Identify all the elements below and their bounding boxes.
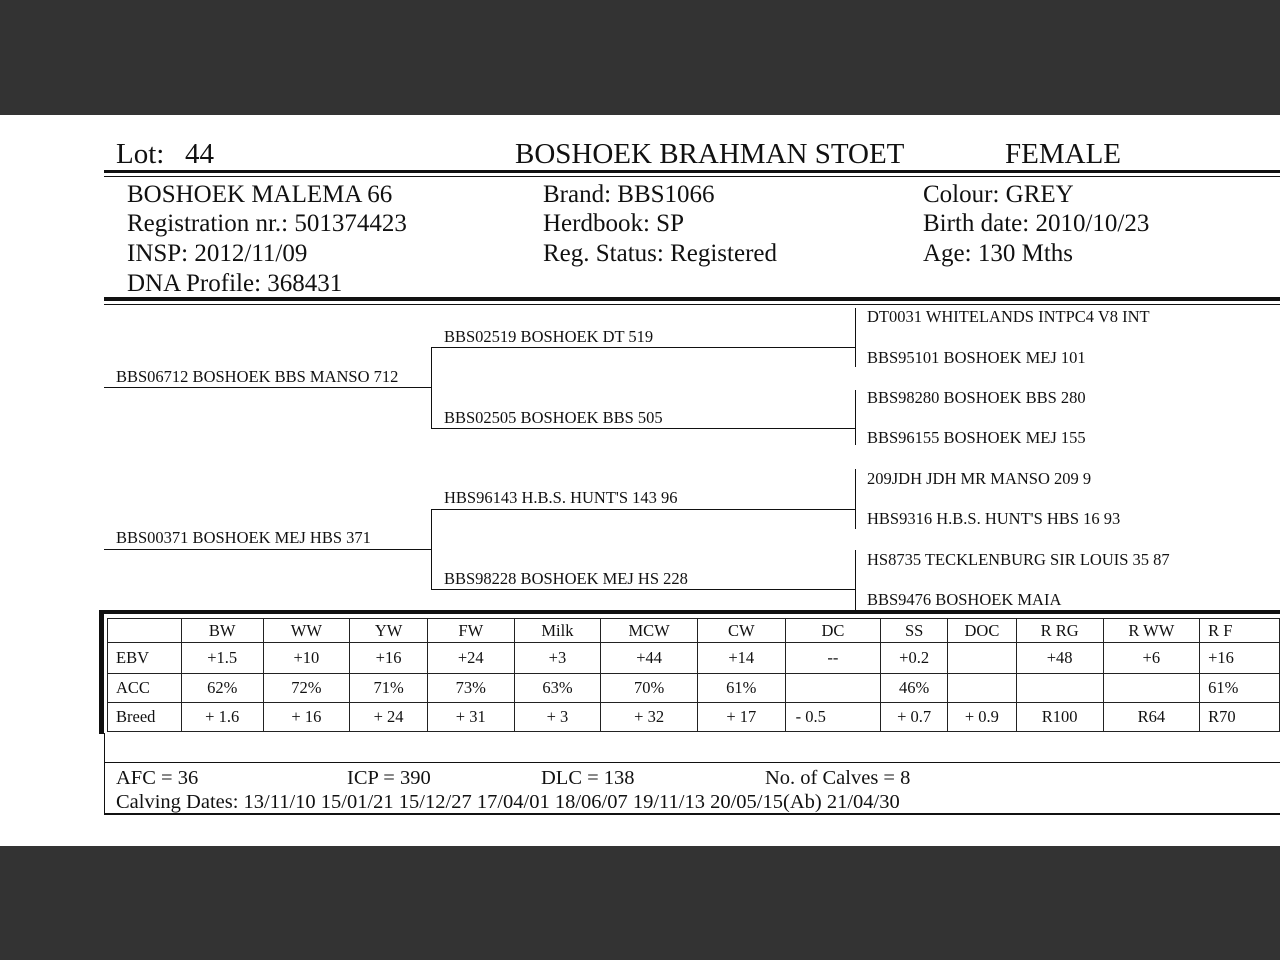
acc-cell — [1016, 674, 1103, 703]
pedigree-dam-dam: BBS98228 BOSHOEK MEJ HS 228 — [444, 569, 688, 588]
pedigree-line-dam-dam — [431, 589, 855, 590]
ebv-col-header: DC — [785, 619, 881, 643]
breed-cell: + 0.7 — [881, 703, 948, 732]
bottom-dark-band — [0, 846, 1280, 960]
pedigree-ggp-4: BBS96155 BOSHOEK MEJ 155 — [867, 428, 1086, 447]
ebv-col-header: WW — [263, 619, 350, 643]
ebv-cell: +0.2 — [881, 643, 948, 674]
ebv-col-header: R F — [1200, 619, 1280, 643]
pedigree-line-sire — [104, 387, 431, 388]
breed-cell: + 3 — [514, 703, 601, 732]
pedigree-connector-sire — [431, 347, 432, 429]
footer-left-border — [104, 733, 105, 815]
ebv-cell: +10 — [263, 643, 350, 674]
acc-row — [108, 674, 1280, 703]
dna-profile: DNA Profile: 368431 — [127, 270, 343, 297]
pedigree-sire-dam: BBS02505 BOSHOEK BBS 505 — [444, 408, 663, 427]
ebv-row-label: EBV — [108, 643, 182, 674]
ebv-corner-cell — [108, 619, 182, 643]
acc-cell: 70% — [601, 674, 698, 703]
ebv-table — [107, 618, 1280, 732]
ebv-col-header: FW — [427, 619, 514, 643]
ebv-col-header: R WW — [1103, 619, 1200, 643]
pedigree-dam: BBS00371 BOSHOEK MEJ HBS 371 — [116, 528, 371, 547]
catalogue-sheet — [0, 115, 1280, 846]
birth-date: Birth date: 2010/10/23 — [923, 210, 1150, 237]
acc-cell: 72% — [263, 674, 350, 703]
pedigree-dam-sire: HBS96143 H.B.S. HUNT'S 143 96 — [444, 488, 678, 507]
ebv-cell: +16 — [1200, 643, 1280, 674]
pedigree-connector-ss — [855, 308, 856, 367]
breed-cell: + 24 — [350, 703, 428, 732]
ebv-cell: +16 — [350, 643, 428, 674]
ebv-col-header: MCW — [601, 619, 698, 643]
pedigree-line-sire-sire — [431, 347, 855, 348]
acc-cell — [1103, 674, 1200, 703]
ebv-cell: +3 — [514, 643, 601, 674]
footer-divider — [104, 762, 1280, 763]
breed-cell: - 0.5 — [785, 703, 881, 732]
info-rule-top — [104, 297, 1280, 301]
brand: Brand: BBS1066 — [543, 181, 715, 208]
pedigree-line-dam — [104, 549, 431, 550]
calves-count: No. of Calves = 8 — [765, 767, 911, 789]
calving-dates: Calving Dates: 13/11/10 15/01/21 15/12/27 17/04/01 18/06/07 19/11/13 20/05/15(Ab) 21/04/30 — [116, 791, 900, 813]
pedigree-line-sire-dam — [431, 428, 855, 429]
breed-cell: + 1.6 — [181, 703, 263, 732]
ebv-col-header: R RG — [1016, 619, 1103, 643]
acc-cell: 73% — [427, 674, 514, 703]
ebv-col-header: BW — [181, 619, 263, 643]
breed-cell: R70 — [1200, 703, 1280, 732]
ebv-cell — [948, 643, 1017, 674]
ebv-col-header: DOC — [948, 619, 1017, 643]
herdbook: Herdbook: SP — [543, 210, 684, 237]
ebv-col-header: CW — [697, 619, 785, 643]
ebv-header-row — [108, 619, 1280, 643]
pedigree-ggp-3: BBS98280 BOSHOEK BBS 280 — [867, 388, 1086, 407]
acc-cell: 63% — [514, 674, 601, 703]
acc-cell — [785, 674, 881, 703]
acc-cell — [948, 674, 1017, 703]
ebv-col-header: Milk — [514, 619, 601, 643]
ebv-cell: +44 — [601, 643, 698, 674]
breed-row-label: Breed — [108, 703, 182, 732]
top-dark-band — [0, 0, 1280, 115]
acc-cell: 62% — [181, 674, 263, 703]
animal-name: BOSHOEK MALEMA 66 — [127, 181, 393, 208]
registration-status: Reg. Status: Registered — [543, 240, 777, 267]
ebv-rule-top — [99, 610, 1280, 614]
breed-cell: + 31 — [427, 703, 514, 732]
info-rule-bottom — [104, 304, 1280, 305]
breed-cell: + 0.9 — [948, 703, 1017, 732]
registration-number: Registration nr.: 501374423 — [127, 210, 407, 237]
acc-row-label: ACC — [108, 674, 182, 703]
breed-cell: + 32 — [601, 703, 698, 732]
ebv-cell: -- — [785, 643, 881, 674]
acc-cell: 61% — [697, 674, 785, 703]
ebv-left-bar — [99, 610, 104, 734]
pedigree-ggp-5: 209JDH JDH MR MANSO 209 9 — [867, 469, 1092, 488]
pedigree-ggp-2: BBS95101 BOSHOEK MEJ 101 — [867, 348, 1086, 367]
ebv-cell: +24 — [427, 643, 514, 674]
pedigree-connector-sd — [855, 390, 856, 445]
pedigree-ggp-8: BBS9476 BOSHOEK MAIA — [867, 590, 1062, 609]
pedigree-ggp-6: HBS9316 H.B.S. HUNT'S HBS 16 93 — [867, 509, 1121, 528]
header-rule-top — [104, 170, 1280, 173]
pedigree-line-dam-sire — [431, 509, 855, 510]
icp-value: ICP = 390 — [347, 767, 431, 789]
ebv-col-header: YW — [350, 619, 428, 643]
lot-number: 44 — [185, 138, 214, 170]
footer-bottom-border — [104, 813, 1280, 815]
colour: Colour: GREY — [923, 181, 1074, 208]
ebv-cell: +48 — [1016, 643, 1103, 674]
breed-cell: + 16 — [263, 703, 350, 732]
acc-cell: 71% — [350, 674, 428, 703]
pedigree-connector-ds — [855, 469, 856, 529]
breed-cell: R100 — [1016, 703, 1103, 732]
acc-cell: 46% — [881, 674, 948, 703]
sex-label: FEMALE — [1005, 138, 1121, 170]
pedigree-connector-dd — [855, 550, 856, 610]
herd-name: BOSHOEK BRAHMAN STOET — [515, 138, 905, 170]
lot-label: Lot: — [116, 138, 165, 170]
pedigree-ggp-7: HS8735 TECKLENBURG SIR LOUIS 35 87 — [867, 550, 1170, 569]
breed-row — [108, 703, 1280, 732]
acc-cell: 61% — [1200, 674, 1280, 703]
ebv-cell: +1.5 — [181, 643, 263, 674]
breed-cell: R64 — [1103, 703, 1200, 732]
header-rule-bottom — [104, 176, 1280, 177]
ebv-col-header: SS — [881, 619, 948, 643]
ebv-row — [108, 643, 1280, 674]
afc-value: AFC = 36 — [116, 767, 199, 789]
dlc-value: DLC = 138 — [541, 767, 635, 789]
pedigree-sire-sire: BBS02519 BOSHOEK DT 519 — [444, 327, 654, 346]
pedigree-ggp-1: DT0031 WHITELANDS INTPC4 V8 INT — [867, 307, 1150, 326]
pedigree-sire: BBS06712 BOSHOEK BBS MANSO 712 — [116, 367, 399, 386]
insp-date: INSP: 2012/11/09 — [127, 240, 308, 267]
pedigree-connector-dam — [431, 509, 432, 589]
ebv-cell: +14 — [697, 643, 785, 674]
breed-cell: + 17 — [697, 703, 785, 732]
age: Age: 130 Mths — [923, 240, 1073, 267]
ebv-cell: +6 — [1103, 643, 1200, 674]
